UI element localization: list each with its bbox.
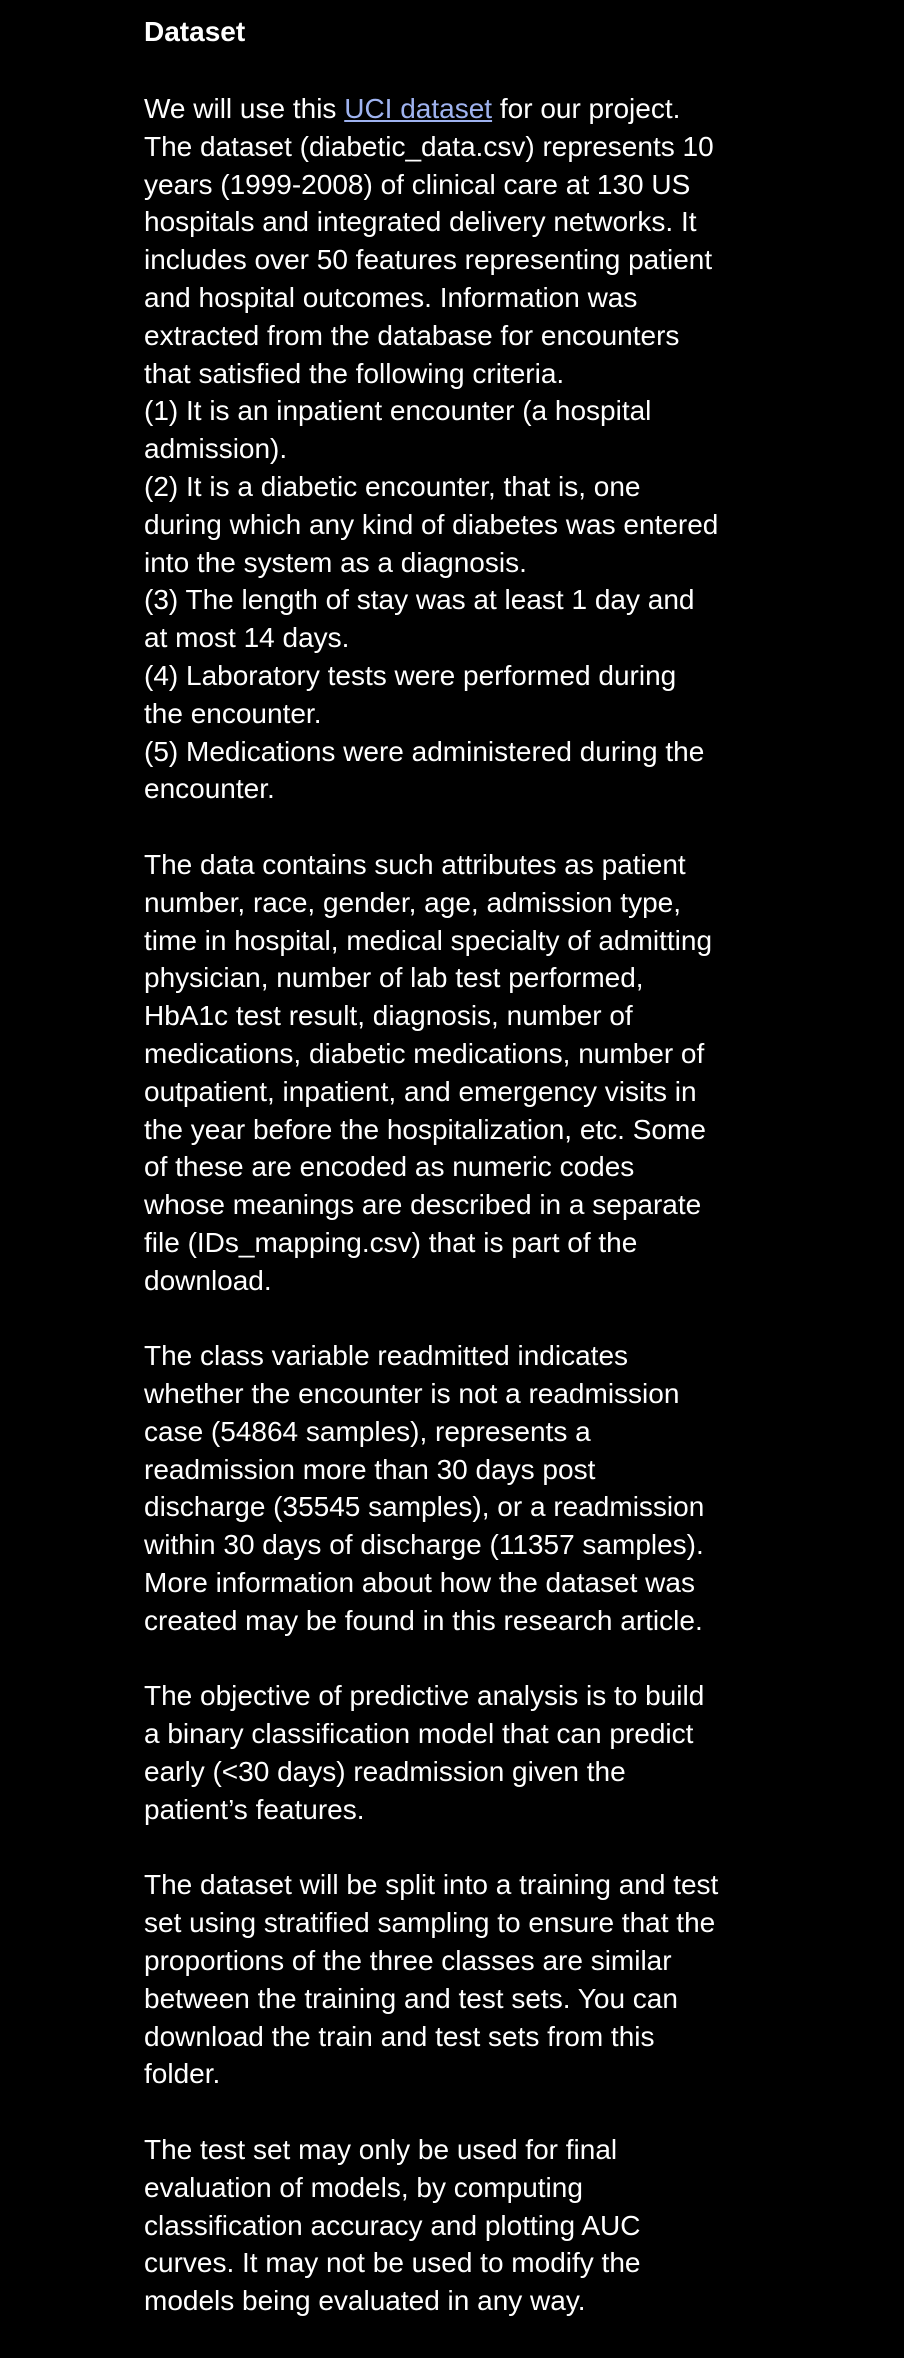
criteria-line: (5) Medications were administered during the: [144, 735, 705, 767]
test-set-line: curves. It may not be used to modify the: [144, 2247, 641, 2279]
class-variable-line: case (54864 samples), represents a: [144, 1415, 591, 1447]
intro-line: that satisfied the following criteria.: [144, 357, 565, 389]
attributes-line: the year before the hospitalization, etc. Some: [144, 1113, 706, 1145]
attributes-line: The data contains such attributes as patient: [144, 848, 686, 880]
test-set-line: The test set may only be used for final: [144, 2134, 618, 2166]
document-body: [144, 12, 754, 2358]
attributes-line: physician, number of lab test performed,: [144, 962, 644, 994]
test-set-paragraph: [144, 2131, 754, 2320]
objective-line: The objective of predictive analysis is to build: [144, 1680, 705, 1712]
objective-line: patient’s features.: [144, 1793, 365, 1825]
criteria-line: (3) The length of stay was at least 1 day and: [144, 584, 695, 616]
class-variable-line: whether the encounter is not a readmission: [144, 1378, 680, 1410]
criteria-line: at most 14 days.: [144, 622, 350, 654]
attributes-line: number, race, gender, age, admission type,: [144, 886, 681, 918]
objective-line: a binary classification model that can predict: [144, 1718, 694, 1750]
criteria-line: the encounter.: [144, 697, 322, 729]
intro-first-line: [144, 90, 754, 128]
intro-line: years (1999-2008) of clinical care at 130 US: [144, 168, 691, 200]
test-set-line: models being evaluated in any way.: [144, 2285, 586, 2317]
attributes-line: download.: [144, 1264, 272, 1296]
intro-line: hospitals and integrated delivery networks. It: [144, 206, 697, 238]
intro-line: The dataset (diabetic_data.csv) represents 10: [144, 130, 714, 162]
attributes-paragraph: [144, 846, 754, 1300]
section-heading: Dataset: [144, 16, 246, 47]
split-line: between the training and test sets. You can: [144, 1982, 678, 2014]
class-variable-line: created may be found in this research article.: [144, 1604, 703, 1636]
attributes-line: whose meanings are described in a separate: [144, 1189, 702, 1221]
attributes-line: file (IDs_mapping.csv) that is part of the: [144, 1226, 638, 1258]
intro-suffix: for our project.: [492, 93, 681, 124]
class-variable-line: More information about how the dataset was: [144, 1567, 695, 1599]
split-line: folder.: [144, 2058, 221, 2090]
class-variable-line: readmission more than 30 days post: [144, 1453, 596, 1485]
class-variable-paragraph: [144, 1337, 754, 1639]
intro-prefix: We will use this: [144, 93, 345, 124]
intro-paragraph: [144, 90, 754, 808]
criteria-line: (2) It is a diabetic encounter, that is, one: [144, 470, 641, 502]
attributes-line: of these are encoded as numeric codes: [144, 1151, 635, 1183]
criteria-line: encounter.: [144, 773, 275, 805]
intro-line: includes over 50 features representing patient: [144, 244, 713, 276]
split-paragraph: [144, 1866, 754, 2093]
criteria-line: (1) It is an inpatient encounter (a hospital: [144, 395, 652, 427]
split-line: download the train and test sets from this: [144, 2020, 655, 2052]
test-set-line: classification accuracy and plotting AUC: [144, 2209, 641, 2241]
uci-dataset-link[interactable]: UCI dataset: [344, 93, 493, 124]
class-variable-line: discharge (35545 samples), or a readmission: [144, 1491, 705, 1523]
attributes-line: outpatient, inpatient, and emergency visits in: [144, 1075, 697, 1107]
criteria-line: admission).: [144, 433, 288, 465]
objective-paragraph: [144, 1677, 754, 1828]
split-line: The dataset will be split into a training and test: [144, 1869, 719, 1901]
criteria-line: into the system as a diagnosis.: [144, 546, 527, 578]
split-line: proportions of the three classes are similar: [144, 1945, 672, 1977]
class-variable-line: within 30 days of discharge (11357 samples).: [144, 1529, 704, 1561]
attributes-line: HbA1c test result, diagnosis, number of: [144, 1000, 633, 1032]
criteria-line: (4) Laboratory tests were performed during: [144, 659, 677, 691]
test-set-line: evaluation of models, by computing: [144, 2171, 583, 2203]
objective-line: early (<30 days) readmission given the: [144, 1756, 626, 1788]
criteria-line: during which any kind of diabetes was entered: [144, 508, 719, 540]
intro-line: extracted from the database for encounters: [144, 319, 680, 351]
attributes-line: time in hospital, medical specialty of admitting: [144, 924, 713, 956]
attributes-line: medications, diabetic medications, number of: [144, 1037, 705, 1069]
class-variable-line: The class variable readmitted indicates: [144, 1340, 629, 1372]
intro-line: and hospital outcomes. Information was: [144, 281, 638, 313]
split-line: set using stratified sampling to ensure that the: [144, 1907, 716, 1939]
